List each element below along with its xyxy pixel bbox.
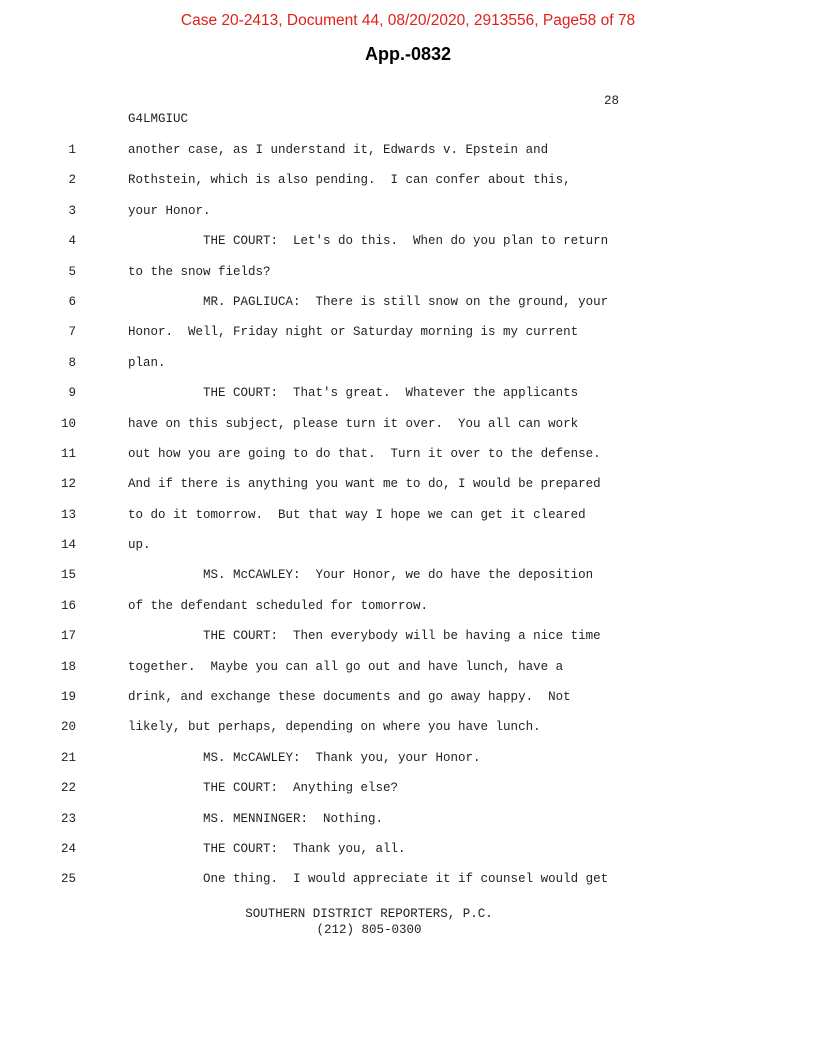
page-number: 28 [604,94,620,108]
appendix-number: App.-0832 [364,44,452,64]
line-text: THE COURT: Then everybody will be having a nice time [128,629,601,644]
line-text: likely, but perhaps, depending on where you have lunch. [128,720,541,735]
transcript-line [0,718,816,748]
docket-code: G4LMGIUC [128,112,189,126]
line-text: THE COURT: Anything else? [128,781,399,796]
line-text: THE COURT: Let's do this. When do you plan to return [128,234,609,249]
line-text: MS. MENNINGER: Nothing. [128,811,384,826]
reporter-name: SOUTHERN DISTRICT REPORTERS, P.C. [245,907,493,921]
transcript-line [0,202,816,232]
transcript-line [0,840,816,870]
transcript-line [0,354,816,384]
line-text: drink, and exchange these documents and go away happy. Not [128,690,571,705]
line-text: Honor. Well, Friday night or Saturday morning is my current [128,325,579,340]
line-number: 4 [68,234,76,249]
line-number: 19 [60,690,76,705]
transcript-line [0,536,816,566]
transcript-line [0,506,816,536]
line-number: 22 [60,781,76,796]
line-text: One thing. I would appreciate it if counsel would get [128,872,609,887]
line-number: 20 [60,720,76,735]
transcript-line [0,566,816,596]
transcript-line [0,171,816,201]
line-text: THE COURT: That's great. Whatever the applicants [128,386,579,401]
line-number: 16 [60,598,76,613]
line-text: plan. [128,355,166,370]
line-text: have on this subject, please turn it over. You all can work [128,416,579,431]
line-text: MS. McCAWLEY: Thank you, your Honor. [128,750,481,765]
transcript-line [0,323,816,353]
line-number: 10 [60,416,76,431]
line-text: together. Maybe you can all go out and have lunch, have a [128,659,564,674]
line-text: up. [128,538,151,553]
line-text: And if there is anything you want me to do, I would be prepared [128,477,601,492]
transcript-line [0,475,816,505]
line-number: 5 [68,264,76,279]
transcript-line [0,870,816,900]
transcript-line [0,779,816,809]
line-text: to the snow fields? [128,264,271,279]
line-number: 24 [60,841,76,856]
reporter-footer [0,906,738,938]
line-number: 25 [60,872,76,887]
transcript-line [0,810,816,840]
line-text: of the defendant scheduled for tomorrow. [128,598,429,613]
line-number: 8 [68,355,76,370]
transcript-line [0,627,816,657]
transcript-line [0,141,816,171]
transcript-line [0,263,816,293]
transcript-lines [0,141,816,901]
line-number: 2 [68,173,76,188]
line-number: 17 [60,629,76,644]
line-number: 13 [60,507,76,522]
transcript-line [0,384,816,414]
line-number: 6 [68,294,76,309]
transcript-line [0,445,816,475]
line-text: THE COURT: Thank you, all. [128,841,406,856]
line-text: MS. McCAWLEY: Your Honor, we do have the deposition [128,568,594,583]
transcript-line [0,749,816,779]
line-number: 23 [60,811,76,826]
transcript-line [0,232,816,262]
line-text: out how you are going to do that. Turn it over to the defense. [128,446,601,461]
line-number: 21 [60,750,76,765]
transcript-line [0,597,816,627]
transcript-line [0,688,816,718]
line-number: 18 [60,659,76,674]
line-number: 15 [60,568,76,583]
line-text: to do it tomorrow. But that way I hope we can get it cleared [128,507,586,522]
line-number: 7 [68,325,76,340]
reporter-phone: (212) 805-0300 [316,923,422,937]
line-number: 3 [68,203,76,218]
transcript-line [0,293,816,323]
line-number: 9 [68,386,76,401]
transcript-line [0,415,816,445]
line-text: another case, as I understand it, Edwards v. Epstein and [128,143,549,157]
line-number: 1 [68,143,76,157]
line-text: Rothstein, which is also pending. I can confer about this, [128,173,571,188]
line-number: 12 [60,477,76,492]
line-text: your Honor. [128,203,211,218]
line-number: 11 [60,446,76,461]
line-text: MR. PAGLIUCA: There is still snow on the ground, your [128,294,609,309]
transcript-line [0,658,816,688]
case-header: Case 20-2413, Document 44, 08/20/2020, 2913556, Page58 of 78 [180,12,636,29]
line-number: 14 [60,538,76,553]
